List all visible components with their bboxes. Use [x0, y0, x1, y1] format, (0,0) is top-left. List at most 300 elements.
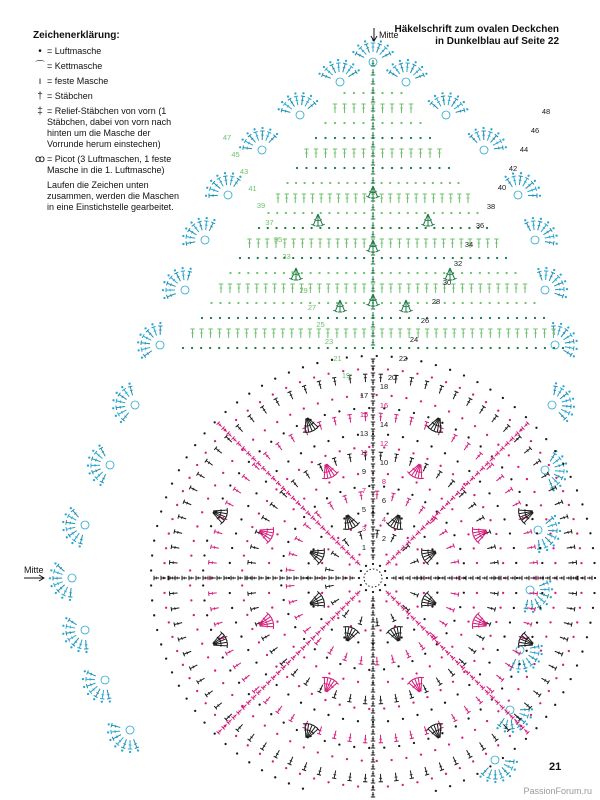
double-crochet-mark	[418, 149, 422, 158]
picot-dot	[415, 61, 417, 63]
spoke-stitch	[271, 476, 276, 481]
chain-dot	[449, 182, 451, 184]
chain-dot	[258, 704, 260, 706]
spoke-stitch	[580, 576, 585, 580]
chain-dot	[290, 347, 292, 349]
double-crochet-mark	[328, 646, 334, 654]
chain-dot	[354, 212, 356, 214]
chain-dot	[552, 607, 554, 609]
double-crochet-mark	[260, 743, 266, 751]
chain-dot	[285, 387, 287, 389]
chain-dot	[353, 167, 355, 169]
double-crochet-mark	[291, 480, 298, 488]
spoke-stitch	[371, 631, 375, 636]
border-stitch	[519, 713, 528, 718]
double-crochet-mark	[560, 637, 568, 642]
double-crochet-mark	[217, 329, 221, 338]
double-crochet-mark	[380, 104, 384, 113]
border-stitch	[95, 472, 103, 480]
chain-dot	[398, 448, 400, 450]
chain-dot	[473, 547, 475, 549]
picot-dot	[345, 60, 347, 62]
chain-dot	[389, 182, 391, 184]
chain-dot	[259, 753, 261, 755]
chain-dot	[357, 473, 359, 475]
chain-dot	[429, 137, 431, 139]
chain-dot	[399, 272, 401, 274]
chain-dot	[389, 212, 391, 214]
chain-dot	[353, 137, 355, 139]
mitte-top-label: Mitte	[379, 30, 399, 40]
spoke-stitch	[276, 670, 281, 675]
border-stitch	[531, 221, 535, 230]
chain-dot	[222, 682, 224, 684]
double-crochet-mark	[453, 757, 458, 765]
chain-dot	[430, 708, 432, 710]
chain-dot	[190, 555, 192, 557]
picot-dot	[232, 172, 234, 174]
spoke-stitch	[587, 576, 592, 580]
chain-dot	[455, 725, 457, 727]
picot-dot	[526, 723, 528, 725]
border-stitch	[469, 135, 477, 143]
double-crochet-mark	[529, 560, 537, 564]
border-stitch	[158, 326, 162, 335]
chain-dot	[410, 167, 412, 169]
chain-dot	[274, 378, 276, 380]
double-crochet-mark	[424, 239, 428, 248]
double-crochet-mark	[464, 706, 470, 714]
chain-dot	[214, 440, 216, 442]
chain-dot	[468, 684, 470, 686]
double-crochet-mark	[336, 194, 340, 203]
picot-dot	[514, 768, 516, 770]
chain-dot	[334, 122, 336, 124]
picot-dot	[114, 745, 116, 747]
double-crochet-mark	[318, 239, 322, 248]
double-crochet-mark	[332, 417, 336, 425]
chain-dot	[431, 376, 433, 378]
double-crochet-mark	[226, 329, 230, 338]
double-crochet-mark	[289, 714, 295, 722]
double-crochet-mark	[389, 284, 393, 293]
picot-dot	[137, 341, 139, 343]
border-stitch	[562, 397, 571, 402]
double-crochet-mark	[514, 284, 518, 293]
chain-dot	[581, 650, 583, 652]
picot-dot	[552, 322, 554, 324]
border-stitch	[518, 176, 522, 185]
chain-dot	[489, 317, 491, 319]
picot-dot	[65, 513, 67, 515]
spoke-stitch	[412, 576, 417, 580]
chain-dot	[337, 212, 339, 214]
spoke-stitch	[433, 576, 438, 580]
chain-dot	[331, 628, 333, 630]
chain-dot	[200, 347, 202, 349]
border-stitch	[243, 145, 252, 149]
chain-dot	[543, 317, 545, 319]
double-crochet-mark	[391, 493, 395, 501]
spoke-stitch	[371, 736, 375, 741]
chain-dot	[380, 182, 382, 184]
spoke-stitch	[316, 521, 321, 526]
spoke-stitch	[321, 526, 326, 531]
picot-dot	[310, 95, 312, 97]
chain-dot	[264, 429, 266, 431]
double-crochet-mark	[542, 329, 546, 338]
chain-dot	[450, 212, 452, 214]
spoke-stitch	[371, 464, 375, 469]
border-stitch	[53, 569, 62, 574]
double-crochet-mark	[209, 591, 217, 595]
double-crochet-mark	[439, 529, 447, 535]
chain-dot	[457, 182, 459, 184]
spoke-stitch	[450, 496, 455, 501]
spoke-stitch	[371, 757, 375, 762]
legend-item-chain	[33, 46, 183, 57]
picot-dot	[516, 761, 518, 763]
chain-dot	[286, 676, 288, 678]
chain-dot	[463, 592, 465, 594]
chain-dot	[536, 621, 538, 623]
border-stitch	[166, 294, 175, 299]
center-column-stitch	[371, 276, 375, 282]
chain-dot	[473, 494, 475, 496]
chain-dot	[524, 302, 526, 304]
spoke-stitch	[531, 576, 536, 580]
chain-dot	[510, 676, 512, 678]
picot-dot	[505, 146, 507, 148]
double-crochet-mark	[300, 239, 304, 248]
double-crochet-mark	[255, 284, 259, 293]
double-crochet-mark	[214, 447, 222, 454]
double-crochet-mark	[247, 239, 251, 248]
chain-dot	[517, 347, 519, 349]
spoke-stitch	[287, 576, 292, 580]
spoke-stitch	[301, 645, 306, 650]
legend-title: Zeichenerklärung:	[33, 30, 120, 41]
chain-dot	[324, 137, 326, 139]
spoke-stitch	[236, 710, 241, 715]
chain-dot	[474, 425, 476, 427]
chain-dot	[554, 592, 556, 594]
chain-dot	[165, 547, 167, 549]
chain-dot	[353, 667, 355, 669]
mitte-left-label: Mitte	[24, 565, 44, 575]
chain-dot	[562, 664, 564, 666]
picot-dot	[71, 542, 73, 544]
chain-dot	[391, 137, 393, 139]
spoke-stitch	[355, 591, 360, 596]
picot-dot	[246, 132, 248, 134]
double-crochet-mark	[270, 502, 278, 508]
picot-dot	[206, 187, 208, 189]
chain-dot	[467, 436, 469, 438]
spoke-stitch	[440, 645, 445, 650]
chain-dot	[462, 302, 464, 304]
legend-item-picot	[33, 154, 183, 176]
chain-dot	[319, 227, 321, 229]
border-stitch	[405, 63, 409, 72]
chain-dot	[310, 257, 312, 259]
single-crochet-icon: ı	[38, 76, 42, 87]
chain-dot	[508, 699, 510, 701]
round-number-left: 33	[282, 252, 291, 261]
picot-dot	[538, 660, 540, 662]
chain-dot	[540, 504, 542, 506]
chain-dot	[594, 577, 596, 579]
double-crochet-mark	[459, 239, 463, 248]
chain-dot	[398, 745, 400, 747]
double-crochet-mark	[380, 329, 384, 338]
border-stitch	[336, 63, 340, 72]
chain-dot	[227, 347, 229, 349]
chain-dot	[318, 272, 320, 274]
double-crochet-mark	[467, 750, 473, 758]
chain-dot	[287, 541, 289, 543]
chain-dot	[379, 565, 381, 567]
round-number-left: 47	[222, 133, 232, 142]
chain-dot	[379, 629, 381, 631]
chain-dot	[426, 347, 428, 349]
double-crochet-mark	[256, 239, 260, 248]
double-crochet-mark	[362, 194, 366, 203]
chain-dot	[241, 569, 243, 571]
spoke-stitch	[224, 576, 229, 580]
double-crochet-mark	[233, 663, 241, 669]
border-stitch	[548, 529, 557, 533]
spoke-stitch	[410, 535, 415, 540]
chain-dot	[358, 577, 360, 579]
chain-dot	[586, 636, 588, 638]
double-crochet-mark	[399, 149, 403, 158]
chain-dot	[317, 402, 319, 404]
spoke-stitch	[454, 576, 459, 580]
chain-dot	[248, 461, 250, 463]
chain-dot	[384, 584, 386, 586]
picot-dot	[504, 730, 506, 732]
double-crochet-mark	[197, 678, 205, 684]
chain-dot	[288, 782, 290, 784]
chain-dot	[383, 707, 385, 709]
border-stitch	[260, 131, 264, 140]
double-crochet-mark	[332, 377, 336, 385]
spoke-stitch	[217, 576, 222, 580]
picot-dot	[517, 671, 519, 673]
double-crochet-mark	[399, 104, 403, 113]
double-crochet-mark	[479, 329, 483, 338]
chain-dot	[171, 482, 173, 484]
double-crochet-mark	[270, 647, 278, 653]
double-crochet-mark	[394, 454, 398, 462]
picot-dot	[449, 92, 451, 94]
chain-dot	[401, 476, 403, 478]
chain-dot	[303, 182, 305, 184]
border-stitch	[380, 46, 388, 54]
double-crochet-mark	[423, 463, 428, 471]
chain-dot	[275, 665, 277, 667]
border-stitch	[143, 351, 152, 358]
picot-dot	[566, 420, 568, 422]
double-crochet-mark	[317, 381, 321, 389]
border-stitch	[72, 638, 79, 646]
double-crochet-mark	[289, 434, 295, 442]
border-stitch	[192, 224, 199, 232]
double-crochet-mark	[326, 284, 330, 293]
spoke-stitch	[371, 666, 375, 671]
spoke-stitch	[203, 576, 208, 580]
spoke-stitch	[371, 541, 375, 546]
chain-dot	[488, 272, 490, 274]
chain-dot	[165, 496, 167, 498]
chain-dot	[548, 464, 550, 466]
chain-dot	[354, 257, 356, 259]
border-stitch	[553, 457, 561, 464]
spoke-stitch	[475, 471, 480, 476]
chain-dot	[448, 410, 450, 412]
spoke-stitch	[490, 695, 495, 700]
double-crochet-mark	[342, 538, 349, 546]
chain-dot	[411, 660, 413, 662]
round-number-right: 42	[508, 164, 518, 173]
double-crochet-mark	[183, 500, 191, 505]
scallop-ring	[548, 401, 556, 409]
chain-dot	[342, 784, 344, 786]
double-crochet-mark	[410, 417, 414, 425]
chain-dot	[495, 621, 497, 623]
chain-dot	[592, 607, 594, 609]
border-stitch	[555, 462, 564, 467]
chain-dot	[275, 227, 277, 229]
double-crochet-mark	[276, 194, 280, 203]
chain-dot	[326, 497, 328, 499]
chain-dot	[407, 272, 409, 274]
double-crochet-mark	[344, 329, 348, 338]
spoke-stitch	[301, 576, 306, 580]
double-crochet-icon: †	[37, 91, 43, 102]
chain-dot	[338, 743, 340, 745]
scallop-ring	[541, 286, 549, 294]
border-stitch	[399, 63, 404, 72]
double-crochet-mark	[505, 487, 513, 493]
chain-dot	[381, 137, 383, 139]
chain-dot	[251, 526, 253, 528]
chain-dot	[267, 212, 269, 214]
spoke-stitch	[445, 501, 450, 506]
spoke-stitch	[371, 722, 375, 727]
chain-dot	[453, 302, 455, 304]
chain-dot	[194, 710, 196, 712]
chain-dot	[489, 347, 491, 349]
chain-dot	[248, 693, 250, 695]
double-crochet-mark	[262, 635, 270, 641]
chain-dot	[302, 366, 304, 368]
center-column-stitch	[371, 69, 375, 75]
border-stitch	[141, 341, 150, 345]
double-crochet-mark	[189, 665, 197, 671]
border-stitch	[475, 132, 480, 141]
double-crochet-mark	[275, 442, 281, 450]
picot-dot	[69, 599, 71, 601]
chain-dot	[525, 650, 527, 652]
border-stitch	[538, 221, 543, 230]
double-crochet-mark	[284, 194, 288, 203]
double-crochet-mark	[303, 522, 311, 529]
double-crochet-mark	[309, 239, 313, 248]
chain-dot	[417, 302, 419, 304]
border-stitch	[100, 474, 106, 483]
picot-dot	[564, 280, 566, 282]
chain-dot	[486, 434, 488, 436]
spoke-stitch	[396, 550, 401, 555]
picot-dot	[567, 326, 569, 328]
double-crochet-mark	[461, 329, 465, 338]
picot-dot	[357, 45, 359, 47]
double-crochet-mark	[325, 567, 333, 571]
chain-dot	[354, 302, 356, 304]
chain-dot	[235, 621, 237, 623]
chain-dot	[255, 661, 257, 663]
spoke-stitch	[371, 408, 375, 413]
chain-dot	[471, 302, 473, 304]
chain-dot	[516, 317, 518, 319]
border-stitch	[343, 63, 348, 72]
spoke-stitch	[329, 576, 334, 580]
picot-dot	[65, 617, 67, 619]
border-stitch	[66, 520, 75, 524]
chain-dot	[328, 672, 330, 674]
double-crochet-mark	[199, 329, 203, 338]
spoke-stitch	[189, 576, 194, 580]
chain-dot	[441, 422, 443, 424]
double-crochet-mark	[452, 329, 456, 338]
double-crochet-mark	[361, 104, 365, 113]
chain-dot	[315, 489, 317, 491]
scallop-ring	[201, 236, 209, 244]
border-stitch	[54, 582, 63, 587]
central-circle-rounds	[150, 355, 596, 797]
scallop-ring	[480, 146, 488, 154]
border-stitch	[538, 596, 546, 603]
border-stitch	[554, 293, 563, 298]
chain-dot	[247, 272, 249, 274]
spoke-stitch	[276, 481, 281, 486]
picot-dot	[163, 297, 165, 299]
chain-dot	[502, 562, 504, 564]
chain-dot	[281, 347, 283, 349]
border-stitch	[146, 329, 154, 337]
double-crochet-mark	[490, 592, 498, 596]
picot-dot	[575, 340, 577, 342]
double-crochet-mark	[290, 329, 294, 338]
chain-dot	[185, 456, 187, 458]
chain-dot	[361, 760, 363, 762]
double-crochet-mark	[304, 678, 310, 686]
chain-dot	[530, 440, 532, 442]
chain-dot	[435, 364, 437, 366]
spoke-stitch	[154, 576, 159, 580]
chain-dot	[514, 406, 516, 408]
chain-dot	[368, 708, 370, 710]
mitte-left-arrow-icon	[24, 575, 44, 581]
chain-dot	[499, 347, 501, 349]
picot-dot	[466, 108, 468, 110]
spoke-stitch	[301, 506, 306, 511]
picot-dot	[337, 59, 339, 61]
round-number-right: 48	[541, 107, 551, 116]
picot-dot	[502, 779, 504, 781]
